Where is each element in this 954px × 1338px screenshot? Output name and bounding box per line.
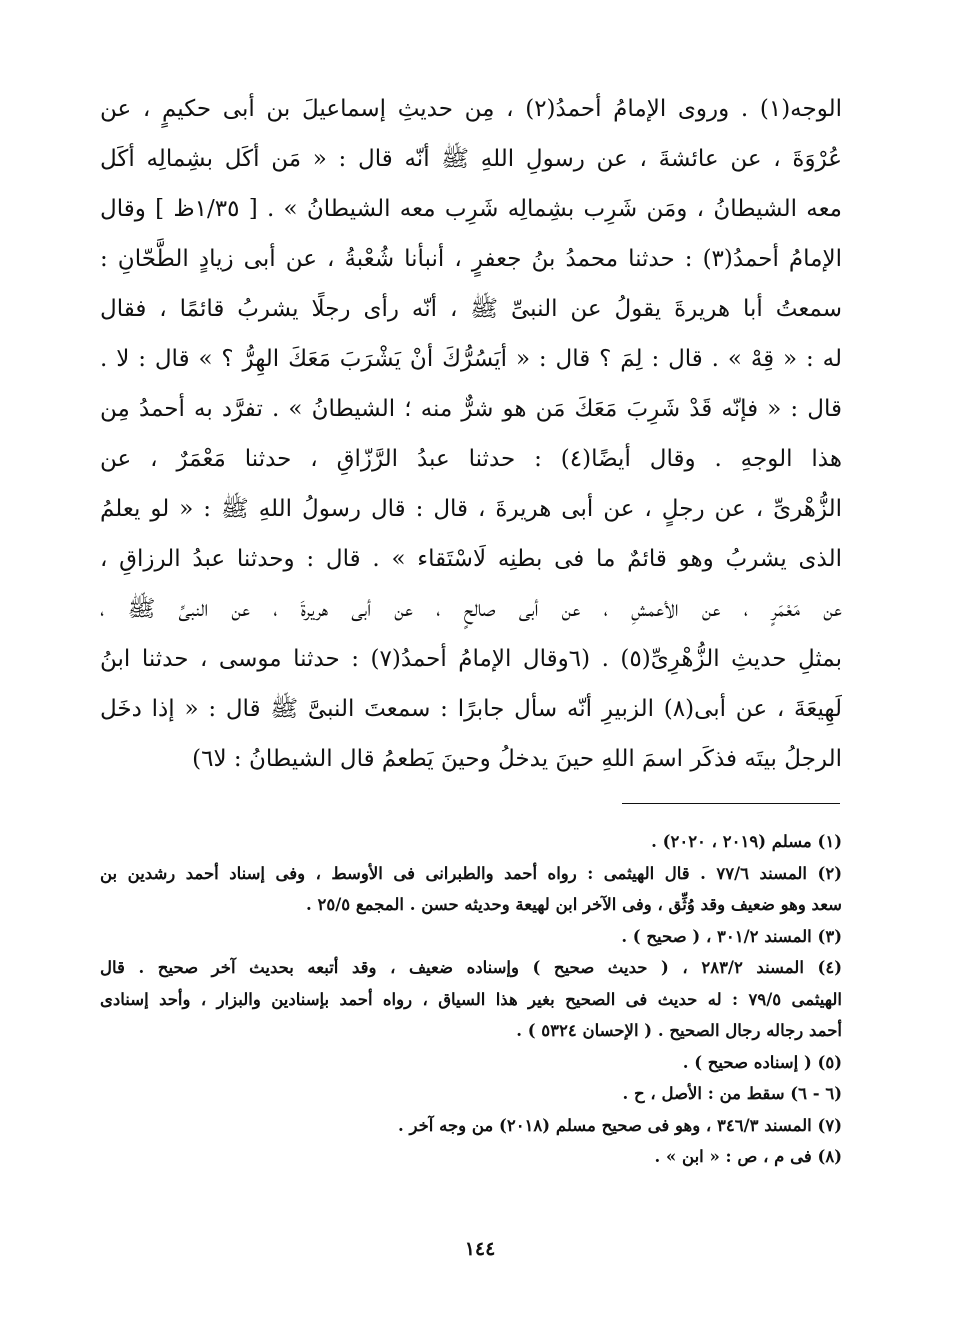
footnote-line: (٧) المسند ٣٤٦/٣ ، وهو فى صحيح مسلم (٢٠١٨) من وجه آخر . (397, 1115, 842, 1135)
footnote-separator (622, 803, 840, 804)
footnote-line: (٨) فى م ، ص : « ابن » . (654, 1147, 842, 1166)
text-line: عُرْوَةَ ، عن عائشةَ ، عن رسولِ اللهِ ﷺ أنّه قال : « مَن أكَل بشِمالِه أكَل (100, 146, 842, 172)
footnote-line: سعد وهو ضعيف وقد وُثِّق ، وفى الآخر ابن لهيعة وحديثه حسن . المجمع ٢٥/٥ . (305, 895, 842, 914)
footnote-line: (٥) ( إسناده صحيح ) . (682, 1052, 842, 1072)
text-line: لَهِيعَةَ ، عن أبى(٨) الزبيرِ أنّه سأل جابرًا : سمعتَ النبىَّ ﷺ قال : « إذا دخَل (100, 696, 842, 722)
text-line: عن مَعْمَرٍ ، عن الأعمشِ ، عن أبى صالحٍ ، عن أبى هريرةَ ، عن النبىِّ ﷺ ، (100, 596, 842, 622)
text-line: له : « قِهْ » . قال : لِمَ ؟ قال : « أيَسُرُّكَ أنْ يَشْرَبَ مَعَكَ الهِرُّ ؟ » قال : لا . (100, 346, 842, 372)
footnote-line: (١) مسلم (٢٠١٩ ، ٢٠٢٠) . (651, 832, 842, 851)
footnote-line: (٤) المسند ٢٨٣/٢ ، ( حديث صحيح ) وإسناده ضعيف ، وقد أتبعه بحديث آخر صحيح . قال (100, 958, 842, 977)
text-line: الزُّهْرىِّ ، عن رجلٍ ، عن أبى هريرةَ ، قال : قال رسولُ اللهِ ﷺ : « لو يعلمُ (100, 496, 842, 522)
footnote-line: أحمد رجاله رجال الصحيح . ( الإحسان ٥٣٢٤ ) . (516, 1021, 842, 1040)
page-number: ١٤٤ (464, 1238, 496, 1260)
footnote-line: الهيثمى ٧٩/٥ : له حديث فى الصحيح بغير هذا السياق ، رواه أحمد بإسنادين والبزار ، وأحد إسنادى (100, 989, 842, 1009)
text-line: الإمامُ أحمدُ(٣) : حدثنا محمدُ بنُ جعفرٍ ، أنبأنا شُعْبةُ ، عن أبى زيادٍ الطَّحّانِ : (100, 246, 842, 272)
text-line: الذى يشربُ وهو قائمٌ ما فى بطنِه لَاسْتَقاء » . قال : وحدثنا عبدُ الرزاقِ ، (100, 546, 842, 572)
main-text (100, 84, 842, 784)
footnote-line: (٢) المسند ٧٧/٦ . قال الهيثمى : رواه أحمد والطبرانى فى الأوسط ، وفى إسناد أحمد رشدين بن (100, 863, 842, 883)
text-line: بمثلِ حديثِ الزُّهْرِىِّ(٥) . (٦وقال الإمامُ أحمدُ(٧) : حدثنا موسى ، حدثنا ابنُ (100, 646, 842, 672)
footnote-line: (٣) المسند ٣٠١/٢ ، ( صحيح ) . (621, 926, 842, 946)
text-line: الوجه(١) . وروى الإمامُ أحمدُ(٢) ، مِن حديثِ إسماعيلَ بن أبى حكيمٍ ، عن (100, 96, 842, 122)
text-line: هذا الوجهِ . وقال أيضًا(٤) : حدثنا عبدُ الرَّزّاقِ ، حدثنا مَعْمَرٌ ، عن (100, 446, 842, 472)
text-line: معه الشيطانُ ، ومَن شَرِب بشِمالِه شَرِب معه الشيطانُ » . [ ١/٣٥ظ ] وقال (100, 196, 842, 222)
text-line: سمعتُ أبا هريرةَ يقولُ عن النبىِّ ﷺ ، أنّه رأى رجلًا يشربُ قائمًا ، فقال (100, 296, 842, 322)
footnote-line: (٦ - ٦) سقط من : الأصل ، ح . (622, 1084, 842, 1103)
footnotes (100, 826, 842, 1173)
text-line: الرجلُ بيتَه فذكَر اسمَ اللهِ حينَ يدخلُ وحينَ يَطعمُ قال الشيطانُ : لا٦) (192, 746, 842, 772)
text-line: قال : « فإنّه قَدْ شَرِبَ مَعَكَ مَن هو شرٌّ منه ؛ الشيطانُ » . تفرَّد به أحمدُ مِن (100, 396, 842, 422)
